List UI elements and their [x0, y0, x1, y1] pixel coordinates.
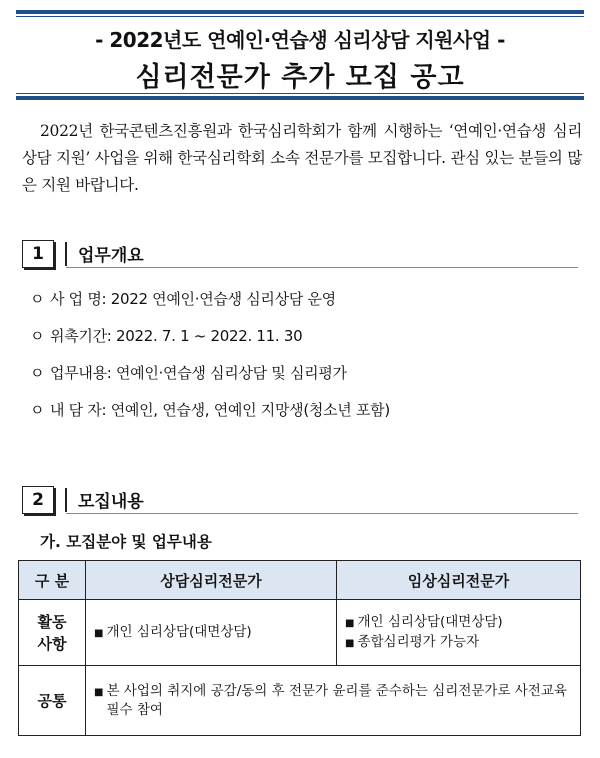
item-text: 사 업 명: 2022 연예인·연습생 심리상담 운영 [50, 290, 336, 308]
list-item [30, 362, 347, 383]
recruitment-table [18, 560, 581, 736]
item-text: 내 담 자: 연예인, 연습생, 연예인 지망생(청소년 포함) [50, 401, 390, 419]
table-header-row [19, 561, 581, 600]
cell-line [94, 682, 572, 720]
table-header: 임상심리전문가 [337, 561, 581, 600]
bullet: ㅇ [30, 290, 45, 308]
item-text: 업무내용: 연예인·연습생 심리상담 및 심리평가 [50, 364, 347, 382]
cell-line [345, 633, 572, 653]
cell-text: 종합심리평가 가능자 [357, 633, 480, 650]
header-top-bar [16, 10, 584, 14]
row-header-line: 사항 [37, 634, 67, 653]
table-row [19, 600, 581, 666]
section-divider [65, 488, 67, 512]
square-bullet-icon: ■ [345, 617, 355, 629]
square-bullet-icon: ■ [345, 637, 355, 649]
section-number: 2 [22, 486, 54, 514]
row-header [19, 600, 86, 666]
intro-paragraph: 2022년 한국콘텐츠진흥원과 한국심리학회가 함께 시행하는 ‘연예인·연습생 심리상담 지원’ 사업을 위해 한국심리학회 소속 전문가를 모집합니다. 관심 있는 분들의 많은 지원 바랍니다. [22, 122, 582, 194]
table-cell [86, 666, 581, 736]
section-label: 모집내용 [78, 492, 144, 512]
header-bottom-line [16, 93, 584, 94]
list-item [30, 288, 336, 309]
list-item [30, 325, 302, 346]
row-header-line: 활동 [37, 612, 67, 631]
section-divider [65, 242, 67, 266]
square-bullet-icon: ■ [94, 686, 104, 698]
cell-text: 개인 심리상담(대면상담) [357, 613, 503, 630]
table-cell [337, 600, 581, 666]
table-row [19, 666, 581, 736]
page-subtitle: - 2022년도 연예인·연습생 심리상담 지원사업 - [95, 28, 505, 52]
row-header: 공통 [19, 666, 86, 736]
bullet: ㅇ [30, 327, 45, 345]
list-item [30, 399, 390, 420]
table-cell [86, 600, 337, 666]
cell-text: 개인 심리상담(대면상담) [106, 623, 252, 640]
item-text: 위촉기간: 2022. 7. 1 ~ 2022. 11. 30 [50, 327, 303, 345]
table-header: 상담심리전문가 [86, 561, 337, 600]
section-1-heading [22, 240, 578, 270]
bullet: ㅇ [30, 401, 45, 419]
subsection-heading: 가. 모집분야 및 업무내용 [40, 533, 212, 551]
section-label: 업무개요 [78, 246, 144, 266]
section-underline [66, 267, 578, 268]
cell-line [94, 623, 328, 643]
cell-line [345, 613, 572, 633]
cell-text: 본 사업의 취지에 공감/동의 후 전문가 윤리를 준수하는 심리전문가로 사전교육 필수 참여 [106, 682, 567, 718]
header-bottom-bar [16, 96, 584, 100]
section-2-heading [22, 486, 578, 516]
page-title: 심리전문가 추가 모집 공고 [135, 62, 465, 93]
bullet: ㅇ [30, 364, 45, 382]
table-header: 구 분 [19, 561, 86, 600]
header-top-line [16, 16, 584, 17]
section-underline [66, 513, 578, 514]
section-number: 1 [22, 240, 54, 268]
square-bullet-icon: ■ [94, 627, 104, 639]
